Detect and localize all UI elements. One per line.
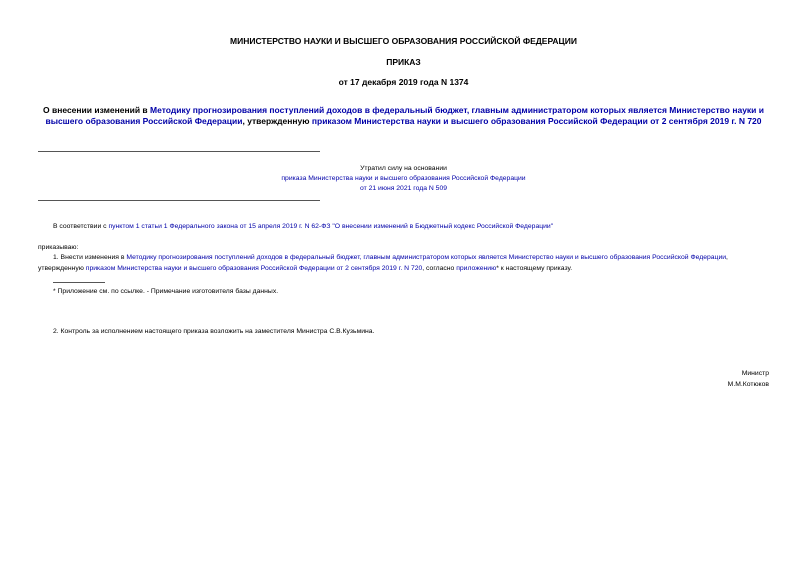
footnote-rule xyxy=(53,282,105,283)
preamble xyxy=(53,222,553,232)
status-note-line1: Утратил силу на основании xyxy=(360,165,447,172)
title-link-order-720[interactable]: приказом Министерства науки и высшего образования Российской Федерации от 2 сентября 2019 г. N 720 xyxy=(311,116,762,126)
item1-methodology-link[interactable]: Методику прогнозирования поступлений доходов в федеральный бюджет, главным администратором которых является Министерство науки и высшего образования Российской Федерации xyxy=(126,254,727,261)
divider-bottom xyxy=(38,200,320,201)
status-note-link[interactable]: приказа Министерства науки и высшего образования Российской Федерации xyxy=(281,175,526,182)
title-middle: , утвержденную xyxy=(242,116,312,126)
item1-line1 xyxy=(53,253,728,263)
item1-middle: , согласно xyxy=(422,265,457,272)
divider-top xyxy=(38,151,320,152)
signature-position: Министр xyxy=(741,370,769,377)
footnote: * Приложение см. по ссылке. - Примечание изготовителя базы данных. xyxy=(53,288,279,295)
document-type: ПРИКАЗ xyxy=(386,57,421,67)
item1-suffix: * к настоящему приказу. xyxy=(496,265,573,272)
item1-prefix: 1. Внести изменения в xyxy=(53,254,127,261)
item1-line2-prefix: утвержденную xyxy=(38,265,86,272)
order-word: приказываю: xyxy=(38,244,79,251)
signature-name: М.М.Котюков xyxy=(727,381,769,388)
item1-comma: , xyxy=(726,254,728,261)
status-note-link-date[interactable]: от 21 июня 2021 года N 509 xyxy=(359,185,448,192)
item1-appendix-link[interactable]: приложению xyxy=(456,265,497,272)
title-link-methodology[interactable]: Методику прогнозирования поступлений доходов в федеральный бюджет, главным администратором которых является Министерство науки и высшего образования Российской Федерации xyxy=(45,105,764,126)
ministry-heading: МИНИСТЕРСТВО НАУКИ И ВЫСШЕГО ОБРАЗОВАНИЯ РОССИЙСКОЙ ФЕДЕРАЦИИ xyxy=(230,36,577,46)
title-prefix: О внесении изменений в xyxy=(43,105,150,115)
item2: 2. Контроль за исполнением настоящего приказа возложить на заместителя Министра С.В.Кузьмина. xyxy=(53,328,375,335)
item1-line2 xyxy=(38,264,572,274)
item1-order-link[interactable]: приказом Министерства науки и высшего образования Российской Федерации от 2 сентября 2019 г. N 720 xyxy=(85,265,423,272)
preamble-prefix: В соответствии с xyxy=(53,223,109,230)
document-title xyxy=(38,105,769,127)
document-date-number: от 17 декабря 2019 года N 1374 xyxy=(338,77,469,87)
preamble-law-link[interactable]: пунктом 1 статьи 1 Федерального закона от 15 апреля 2019 г. N 62-ФЗ "О внесении изменений в Бюджетный кодекс Российской Федерации" xyxy=(108,223,554,230)
